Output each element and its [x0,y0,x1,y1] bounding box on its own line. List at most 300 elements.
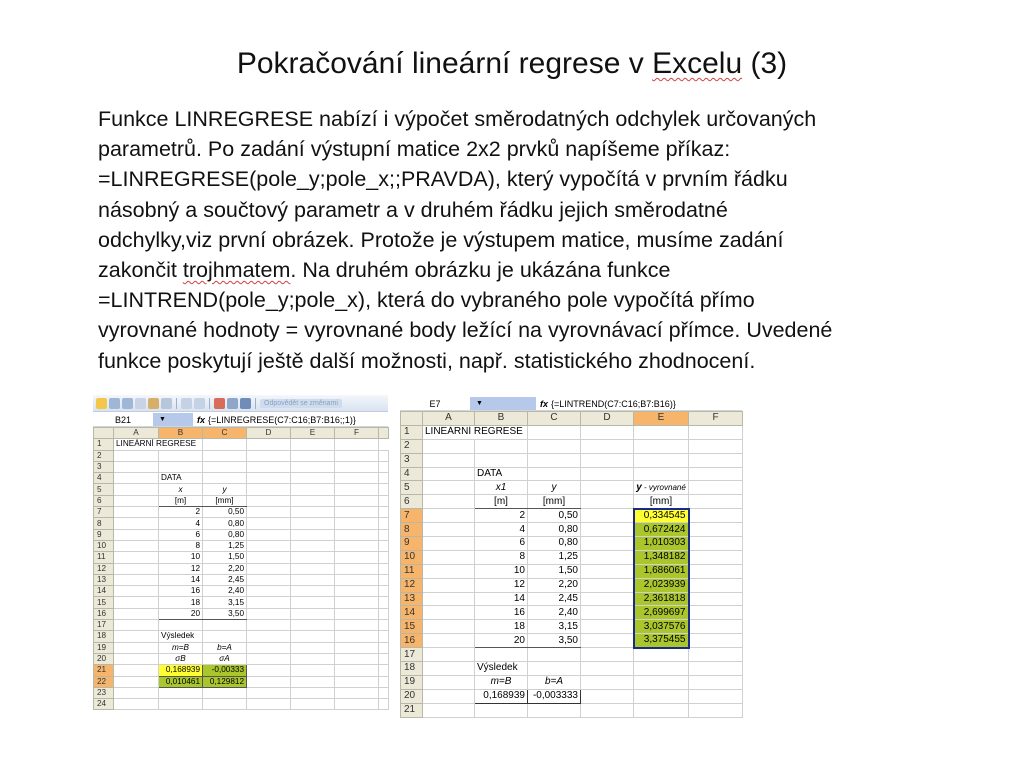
cell[interactable] [689,523,743,537]
cell-b20[interactable]: σB [159,653,203,664]
select-all-corner[interactable] [94,428,114,439]
paste-icon[interactable] [214,398,225,409]
cell-b6[interactable]: [m] [159,495,203,506]
cell[interactable] [291,676,335,687]
cell[interactable] [335,699,379,710]
cell[interactable] [247,518,291,529]
cell[interactable] [335,653,379,664]
cell[interactable] [291,473,335,484]
cell-b21-active[interactable]: 0,168939 [159,665,203,676]
cell-c9[interactable]: 0,80 [528,537,581,551]
cell[interactable] [114,676,159,687]
cell[interactable] [379,665,389,676]
cell[interactable] [247,507,291,518]
cut-icon[interactable] [181,398,192,409]
cell-c8[interactable]: 0,80 [528,523,581,537]
row-header[interactable]: 2 [94,450,114,461]
cell[interactable] [247,597,291,608]
cell[interactable] [114,484,159,495]
cell-b4[interactable]: DATA [475,467,528,481]
row-header[interactable]: 15 [401,620,423,634]
cell[interactable] [203,687,247,698]
cell-c16[interactable]: 3,50 [528,634,581,648]
cell[interactable] [114,563,159,574]
row-header[interactable]: 1 [94,439,114,450]
link-icon[interactable] [148,398,159,409]
cell[interactable] [379,642,389,653]
cell-b18[interactable]: Výsledek [159,631,203,642]
cell[interactable] [423,564,475,578]
cell[interactable] [114,687,159,698]
cell-b8[interactable]: 4 [159,518,203,529]
cell[interactable] [291,540,335,551]
column-header-f[interactable]: F [335,428,379,439]
cell[interactable] [423,662,475,676]
cell[interactable] [335,676,379,687]
cell[interactable] [335,574,379,585]
cell[interactable] [247,687,291,698]
cell[interactable] [581,453,634,467]
cell[interactable] [159,620,203,631]
cell[interactable] [634,439,689,453]
cell-c19[interactable]: b=A [203,642,247,653]
cell-b16[interactable]: 20 [159,608,203,619]
cell[interactable] [247,461,291,472]
cell[interactable] [689,662,743,676]
cell-b9[interactable]: 6 [475,537,528,551]
cell-b12[interactable]: 12 [475,578,528,592]
cell[interactable] [689,703,743,717]
cell[interactable] [689,634,743,648]
cell[interactable] [634,648,689,662]
cell[interactable] [203,699,247,710]
cell[interactable] [203,450,247,461]
cell[interactable] [581,509,634,523]
cell-c10[interactable]: 1,25 [528,550,581,564]
cell[interactable] [291,586,335,597]
cell[interactable] [581,592,634,606]
cell[interactable] [114,665,159,676]
cell[interactable] [114,473,159,484]
cell[interactable] [114,461,159,472]
row-header[interactable]: 18 [401,662,423,676]
cell[interactable] [581,634,634,648]
cell[interactable] [581,689,634,703]
row-header[interactable]: 18 [94,631,114,642]
cell-c20[interactable]: -0,003333 [528,689,581,703]
row-header[interactable]: 6 [401,495,423,509]
cell[interactable] [114,495,159,506]
cell[interactable] [335,450,379,461]
cell[interactable] [689,481,743,495]
row-header[interactable]: 1 [401,425,423,439]
cell[interactable] [247,495,291,506]
refresh-icon[interactable] [161,398,172,409]
cell[interactable] [423,467,475,481]
cell[interactable] [291,552,335,563]
cell[interactable] [634,425,689,439]
cell[interactable] [689,675,743,689]
cell[interactable] [423,453,475,467]
cell-c21[interactable]: -0,00333 [203,665,247,676]
cell[interactable] [247,642,291,653]
cell[interactable] [335,529,379,540]
cell[interactable] [291,507,335,518]
row-header[interactable]: 14 [401,606,423,620]
column-header-d[interactable]: D [247,428,291,439]
cell-c15[interactable]: 3,15 [528,620,581,634]
column-header-e[interactable]: E [291,428,335,439]
cell-b16[interactable]: 20 [475,634,528,648]
cell-e15[interactable]: 3,037576 [634,620,689,634]
cell[interactable] [475,439,528,453]
row-header[interactable]: 17 [401,648,423,662]
cell[interactable] [247,608,291,619]
row-header[interactable]: 3 [94,461,114,472]
row-header[interactable]: 20 [94,653,114,664]
cell[interactable] [291,439,335,450]
cell-b7[interactable]: 2 [475,509,528,523]
cell-b10[interactable]: 8 [475,550,528,564]
cell-c11[interactable]: 1,50 [528,564,581,578]
column-header-d[interactable]: D [581,412,634,426]
cell[interactable] [203,439,247,450]
cell[interactable] [203,631,247,642]
row-header[interactable]: 16 [401,634,423,648]
cell-b6[interactable]: [m] [475,495,528,509]
open-icon[interactable] [96,398,107,409]
cell-b13[interactable]: 14 [159,574,203,585]
cell[interactable] [689,467,743,481]
cell-c14[interactable]: 2,40 [528,606,581,620]
cell[interactable] [114,586,159,597]
cell[interactable] [114,540,159,551]
cell-c8[interactable]: 0,80 [203,518,247,529]
cell-a1[interactable]: LINEÁRNÍ REGRESE [423,425,528,439]
cell[interactable] [114,552,159,563]
cell[interactable] [379,540,389,551]
cell[interactable] [247,699,291,710]
cell[interactable] [335,495,379,506]
row-header[interactable]: 9 [94,529,114,540]
row-header[interactable]: 13 [94,574,114,585]
column-header-e[interactable]: E [634,412,689,426]
cell[interactable] [114,608,159,619]
cell[interactable] [689,578,743,592]
cell[interactable] [291,665,335,676]
cell-c10[interactable]: 1,25 [203,540,247,551]
cell[interactable] [203,620,247,631]
cell-b19[interactable]: m=B [475,675,528,689]
cell[interactable] [634,453,689,467]
cell[interactable] [114,631,159,642]
cell[interactable] [335,642,379,653]
cell-c5[interactable]: y [203,484,247,495]
row-header[interactable]: 23 [94,687,114,698]
cell[interactable] [247,450,291,461]
cell[interactable] [247,665,291,676]
cell[interactable] [528,467,581,481]
cell[interactable] [379,676,389,687]
cell[interactable] [423,578,475,592]
cell[interactable] [335,608,379,619]
cell[interactable] [581,439,634,453]
cell[interactable] [291,518,335,529]
cell[interactable] [335,552,379,563]
cell[interactable] [335,563,379,574]
cell[interactable] [689,509,743,523]
cell[interactable] [379,699,389,710]
cell-c15[interactable]: 3,15 [203,597,247,608]
row-header[interactable]: 5 [401,481,423,495]
cell[interactable] [423,495,475,509]
cell-c7[interactable]: 0,50 [203,507,247,518]
undo-icon[interactable] [109,398,120,409]
cell[interactable] [335,484,379,495]
cell-b19[interactable]: m=B [159,642,203,653]
formula-input[interactable]: {=LINTREND(C7:C16;B7:B16)} [551,398,676,409]
name-box[interactable]: B21 [114,414,131,425]
cell-b14[interactable]: 16 [159,586,203,597]
cell[interactable] [379,484,389,495]
row-header[interactable]: 10 [401,550,423,564]
cell[interactable] [291,687,335,698]
name-box-dropdown[interactable] [153,413,193,426]
row-header[interactable]: 9 [401,537,423,551]
cell[interactable] [291,484,335,495]
column-header-b[interactable]: B [475,412,528,426]
cell-e14[interactable]: 2,699697 [634,606,689,620]
column-header-a[interactable]: A [114,428,159,439]
cell[interactable] [379,563,389,574]
cell[interactable] [581,537,634,551]
cell[interactable] [114,699,159,710]
cell[interactable] [335,687,379,698]
cell[interactable] [423,592,475,606]
cell[interactable] [379,687,389,698]
cell[interactable] [159,699,203,710]
cell[interactable] [379,597,389,608]
cell[interactable] [634,703,689,717]
cell[interactable] [581,675,634,689]
row-header[interactable]: 15 [94,597,114,608]
cell[interactable] [379,552,389,563]
cell[interactable] [159,461,203,472]
row-header[interactable]: 19 [94,642,114,653]
row-header[interactable]: 14 [94,586,114,597]
cell-b22[interactable]: 0,010461 [159,676,203,687]
cell[interactable] [291,495,335,506]
cell[interactable] [423,523,475,537]
cell[interactable] [159,450,203,461]
column-header-a[interactable]: A [423,412,475,426]
cell[interactable] [689,537,743,551]
row-header[interactable]: 20 [401,689,423,703]
cell[interactable] [581,523,634,537]
redo-icon[interactable] [122,398,133,409]
cell[interactable] [335,507,379,518]
row-header[interactable]: 11 [401,564,423,578]
cell[interactable] [423,537,475,551]
cell[interactable] [114,574,159,585]
cell[interactable] [114,518,159,529]
cell[interactable] [423,550,475,564]
cell[interactable] [379,495,389,506]
cell-e7-active[interactable]: 0,334545 [634,509,689,523]
cell[interactable] [581,550,634,564]
cell-b9[interactable]: 6 [159,529,203,540]
cell[interactable] [335,631,379,642]
cell[interactable] [689,648,743,662]
cell-b10[interactable]: 8 [159,540,203,551]
cell[interactable] [291,461,335,472]
row-header[interactable]: 8 [94,518,114,529]
cell-e16[interactable]: 3,375455 [634,634,689,648]
cell[interactable] [379,653,389,664]
cell[interactable] [528,439,581,453]
cell-c5[interactable]: y [528,481,581,495]
cell[interactable] [159,687,203,698]
cell[interactable] [581,648,634,662]
cell[interactable] [291,450,335,461]
row-header[interactable]: 10 [94,540,114,551]
cell[interactable] [689,564,743,578]
cell-b20[interactable]: 0,168939 [475,689,528,703]
row-header[interactable]: 19 [401,675,423,689]
cell[interactable] [379,608,389,619]
cell-c16[interactable]: 3,50 [203,608,247,619]
cell-c11[interactable]: 1,50 [203,552,247,563]
row-header[interactable]: 12 [94,563,114,574]
cell-c13[interactable]: 2,45 [528,592,581,606]
cell[interactable] [581,467,634,481]
cell[interactable] [247,529,291,540]
cell-e5[interactable] [634,481,689,495]
cell[interactable] [291,574,335,585]
fx-icon[interactable]: fx [197,414,206,425]
cell[interactable] [423,675,475,689]
formula-input[interactable]: {=LINREGRESE(C7:C16;B7:B16;;1)} [208,414,356,425]
cell[interactable] [528,648,581,662]
cell[interactable] [475,703,528,717]
cell[interactable] [291,642,335,653]
cell[interactable] [475,648,528,662]
cell[interactable] [423,481,475,495]
cell[interactable] [291,608,335,619]
cell[interactable] [247,484,291,495]
column-header-g[interactable] [379,428,389,439]
cell-e8[interactable]: 0,672424 [634,523,689,537]
cell[interactable] [423,634,475,648]
cell[interactable] [379,631,389,642]
cell-c19[interactable]: b=A [528,675,581,689]
row-header[interactable]: 8 [401,523,423,537]
cell[interactable] [114,507,159,518]
cell[interactable] [689,592,743,606]
fx-icon[interactable]: fx [540,398,549,409]
cell[interactable] [379,450,389,461]
cell-e13[interactable]: 2,361818 [634,592,689,606]
cell[interactable] [291,631,335,642]
cell[interactable] [379,620,389,631]
cell[interactable] [203,473,247,484]
cell[interactable] [114,597,159,608]
cell[interactable] [114,642,159,653]
row-header[interactable]: 4 [94,473,114,484]
cell[interactable] [114,529,159,540]
cell[interactable] [689,425,743,439]
cell-c12[interactable]: 2,20 [203,563,247,574]
row-header[interactable]: 12 [401,578,423,592]
cell[interactable] [247,540,291,551]
cell-c7[interactable]: 0,50 [528,509,581,523]
cell-b7[interactable]: 2 [159,507,203,518]
row-header[interactable]: 3 [401,453,423,467]
cell[interactable] [423,648,475,662]
column-header-b[interactable]: B [159,428,203,439]
cell[interactable] [114,620,159,631]
cell[interactable] [581,578,634,592]
row-header[interactable]: 2 [401,439,423,453]
cell-a1[interactable]: LINEÁRNÍ REGRESE [114,439,203,450]
row-header[interactable]: 16 [94,608,114,619]
row-header[interactable]: 13 [401,592,423,606]
row-header[interactable]: 5 [94,484,114,495]
row-header[interactable]: 22 [94,676,114,687]
cell-b4[interactable]: DATA [159,473,203,484]
cell[interactable] [423,509,475,523]
cell[interactable] [247,653,291,664]
cell[interactable] [689,606,743,620]
cell-b13[interactable]: 14 [475,592,528,606]
row-header[interactable]: 7 [94,507,114,518]
print-icon[interactable] [227,398,238,409]
cell[interactable] [247,620,291,631]
cell[interactable] [247,552,291,563]
cell-e11[interactable]: 1,686061 [634,564,689,578]
cell-c6[interactable]: [mm] [528,495,581,509]
cell[interactable] [581,564,634,578]
cell-b11[interactable]: 10 [159,552,203,563]
cell[interactable] [379,461,389,472]
cell[interactable] [581,495,634,509]
cell-b12[interactable]: 12 [159,563,203,574]
cell[interactable] [335,665,379,676]
cell[interactable] [689,550,743,564]
cell-c6[interactable]: [mm] [203,495,247,506]
name-box[interactable]: E7 [429,398,441,409]
cell-e12[interactable]: 2,023939 [634,578,689,592]
cell[interactable] [247,439,291,450]
cell-b11[interactable]: 10 [475,564,528,578]
cell[interactable] [581,481,634,495]
cell[interactable] [335,597,379,608]
row-header[interactable]: 4 [401,467,423,481]
cell[interactable] [247,574,291,585]
cell[interactable] [247,676,291,687]
cell[interactable] [291,620,335,631]
row-header[interactable]: 17 [94,620,114,631]
row-header[interactable]: 6 [94,495,114,506]
cell-c9[interactable]: 0,80 [203,529,247,540]
row-header[interactable]: 21 [401,703,423,717]
cell-b5[interactable]: x1 [475,481,528,495]
cell[interactable] [379,529,389,540]
row-header[interactable]: 24 [94,699,114,710]
cell[interactable] [423,689,475,703]
cell[interactable] [689,495,743,509]
cell[interactable] [528,453,581,467]
